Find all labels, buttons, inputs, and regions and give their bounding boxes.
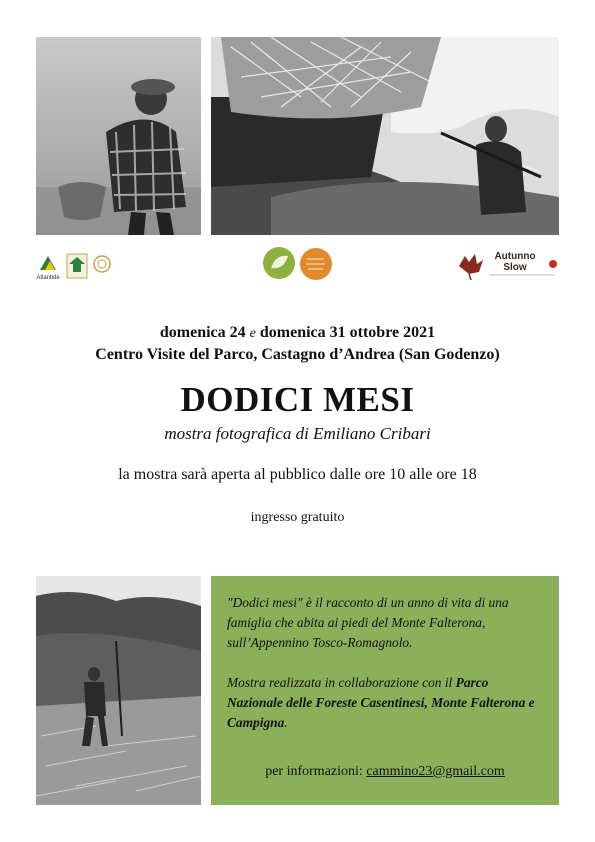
event-dates: [0, 322, 595, 344]
park-name: Parco Nazionale delle Foreste Casentinesi, Monte Falterona e Campigna: [227, 675, 535, 730]
event-date-conjunction: e: [249, 326, 256, 341]
collaboration-suffix: .: [284, 715, 288, 730]
autumn-leaf-logo-icon: [459, 254, 483, 280]
exhibition-title: DODICI MESI: [180, 380, 415, 419]
logo-autunno-slow: [455, 246, 559, 282]
svg-text:Atlantide: Atlantide: [36, 275, 60, 281]
mountain-logo-icon: [36, 256, 60, 281]
info-box: [211, 576, 559, 805]
free-entry: ingresso gratuito: [250, 510, 345, 525]
contact-info: [211, 764, 559, 780]
photo-man-loading-hay: [211, 37, 559, 235]
house-logo-icon: [67, 254, 87, 278]
event-venue: Centro Visite del Parco, Castagno d’Andrea (San Godenzo): [95, 346, 500, 363]
photo-woman-with-basket: [36, 37, 201, 235]
orange-circle-logo-icon: [300, 248, 332, 280]
collaboration-prefix: Mostra realizzata in collaborazione con il: [227, 675, 453, 690]
exhibition-subtitle: mostra fotografica di Emiliano Cribari: [164, 424, 431, 443]
exhibition-description: "Dodici mesi" è il racconto di un anno di vita di una famiglia che abita ai piedi del Monte Falterona, sull’Appennino Tosco-Romagnolo.: [227, 595, 509, 650]
logos-center: [262, 246, 337, 282]
leaf-logo-icon: [263, 247, 295, 279]
contact-email-link[interactable]: cammino23@gmail.com: [366, 764, 505, 779]
event-date-first: domenica 24: [159, 324, 246, 341]
collaboration-note: [227, 673, 547, 733]
event-date-second: domenica 31 ottobre 2021: [259, 324, 436, 341]
contact-label: per informazioni:: [265, 764, 363, 779]
info-text: [227, 593, 547, 733]
logos-left: [36, 248, 126, 284]
opening-hours: la mostra sarà aperta al pubblico dalle ore 10 alle ore 18: [118, 466, 477, 483]
svg-text:Autunno: Autunno: [494, 251, 536, 262]
svg-text:Slow: Slow: [503, 262, 527, 273]
event-dates-venue: [0, 322, 595, 365]
spiral-logo-icon: [94, 256, 110, 272]
photo-man-with-pitchfork: [36, 576, 201, 805]
